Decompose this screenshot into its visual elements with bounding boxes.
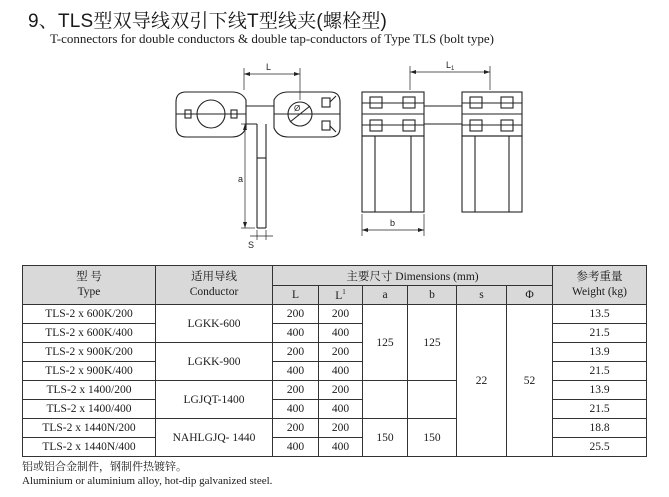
cell-L: 200	[273, 419, 319, 438]
cell-weight: 21.5	[553, 324, 647, 343]
cell-L1: 400	[319, 400, 363, 419]
cell-weight: 21.5	[553, 362, 647, 381]
cell-type: TLS-2 x 900K/400	[23, 362, 156, 381]
cell-L: 200	[273, 305, 319, 324]
table-row	[23, 362, 647, 381]
cell-s: 22	[457, 305, 507, 457]
cell-conductor: LGJQT-1400	[156, 381, 273, 419]
spec-table	[22, 265, 647, 457]
cell-L1: 200	[319, 419, 363, 438]
cell-phi: 52	[507, 305, 553, 457]
table-row	[23, 381, 647, 400]
table-row	[23, 400, 647, 419]
dim-label-phi: Ø	[294, 104, 301, 113]
cell-L1: 400	[319, 362, 363, 381]
cell-a-empty	[363, 381, 408, 419]
cell-type: TLS-2 x 600K/400	[23, 324, 156, 343]
dim-label-s: S	[248, 240, 255, 250]
cell-L1: 400	[319, 438, 363, 457]
cell-type: TLS-2 x 600K/200	[23, 305, 156, 324]
cell-L: 400	[273, 438, 319, 457]
cell-weight: 18.8	[553, 419, 647, 438]
dim-label-L1: $L_1$	[446, 60, 455, 72]
cell-b-empty	[408, 381, 457, 419]
cell-type: TLS-2 x 1400/400	[23, 400, 156, 419]
cell-weight: 13.9	[553, 343, 647, 362]
table-row	[23, 305, 647, 324]
header-col-b: b	[408, 286, 457, 305]
header-col-s: s	[457, 286, 507, 305]
cell-L1: 200	[319, 381, 363, 400]
cell-L: 200	[273, 381, 319, 400]
header-type: 型 号 Type	[23, 266, 156, 305]
cell-L: 200	[273, 343, 319, 362]
page-title-en: T-connectors for double conductors & double tap-conductors of Type TLS (bolt type)	[50, 31, 494, 46]
header-col-a: a	[363, 286, 408, 305]
cell-conductor: LGKK-900	[156, 343, 273, 381]
cell-conductor: LGKK-600	[156, 305, 273, 343]
cell-type: TLS-2 x 1440N/400	[23, 438, 156, 457]
table-row	[23, 419, 647, 438]
cell-type: TLS-2 x 1400/200	[23, 381, 156, 400]
cell-type: TLS-2 x 900K/200	[23, 343, 156, 362]
dim-label-a: a	[238, 174, 244, 184]
page-title-cn: 9、TLS型双导线双引下线T型线夹(螺栓型)	[28, 11, 388, 32]
cell-weight: 25.5	[553, 438, 647, 457]
dim-label-L: L	[266, 62, 272, 72]
note-cn: 铝或铝合金制件，钢制件热镀锌。	[22, 460, 187, 473]
cell-b: 125	[408, 305, 457, 381]
cell-weight: 21.5	[553, 400, 647, 419]
cell-L: 400	[273, 400, 319, 419]
cell-L: 400	[273, 324, 319, 343]
note-en: Aluminium or aluminium alloy, hot-dip galvanized steel.	[22, 475, 273, 487]
cell-a: 125	[363, 305, 408, 381]
header-conductor: 适用导线 Conductor	[156, 266, 273, 305]
header-col-L1: $L^1$	[319, 286, 363, 305]
cell-b: 150	[408, 419, 457, 457]
header-dimensions: 主要尺寸 Dimensions (mm)	[273, 266, 553, 286]
cell-weight: 13.5	[553, 305, 647, 324]
header-col-phi: Φ	[507, 286, 553, 305]
cell-a: 150	[363, 419, 408, 457]
cell-L1: 200	[319, 305, 363, 324]
dim-label-b: b	[390, 218, 396, 228]
cell-L1: 200	[319, 343, 363, 362]
cell-conductor: NAHLGJQ- 1440	[156, 419, 273, 457]
table-row	[23, 438, 647, 457]
table-row	[23, 343, 647, 362]
header-weight: 参考重量 Weight (kg)	[553, 266, 647, 305]
table-row	[23, 324, 647, 343]
cell-weight: 13.9	[553, 381, 647, 400]
cell-type: TLS-2 x 1440N/200	[23, 419, 156, 438]
cell-L: 400	[273, 362, 319, 381]
header-col-L: L	[273, 286, 319, 305]
cell-L1: 400	[319, 324, 363, 343]
